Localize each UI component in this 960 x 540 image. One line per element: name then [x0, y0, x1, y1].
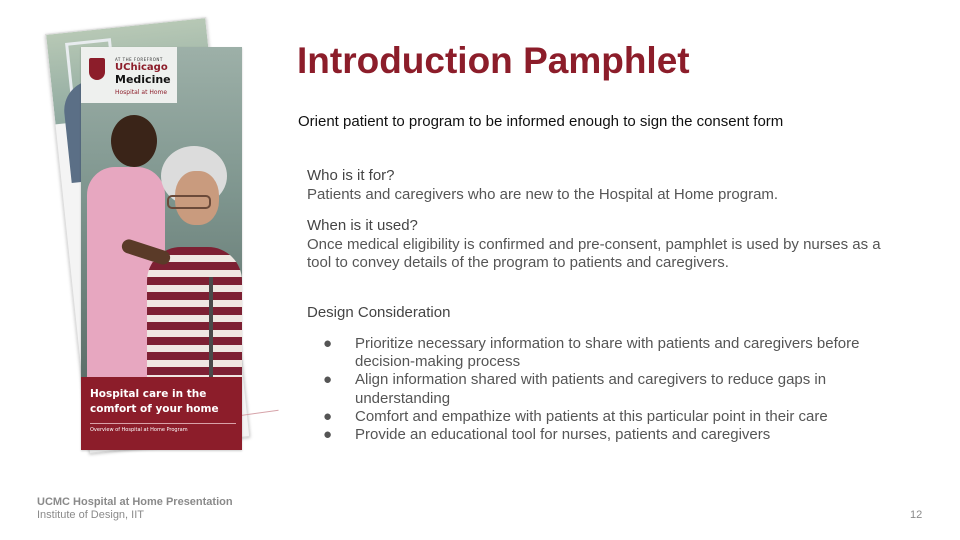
design-consideration-list: [307, 335, 867, 444]
section-who: [307, 167, 882, 204]
slide-title: Introduction Pamphlet: [297, 40, 690, 81]
bullet-icon: ●: [323, 371, 333, 389]
cover-divider: [90, 423, 236, 424]
bullet-icon: ●: [323, 426, 333, 444]
section-when: [307, 217, 882, 273]
section-design: [307, 304, 882, 323]
pamphlet-front-cover: [81, 47, 242, 450]
bullet-icon: ●: [323, 407, 333, 425]
list-item: [307, 426, 867, 444]
cane-icon: [209, 277, 213, 377]
nurse-head: [111, 115, 157, 167]
glasses-icon: [167, 195, 211, 209]
list-item-text: Prioritize necessary information to share with patients and caregivers before decision-making process: [355, 335, 860, 371]
logo-program: Hospital at Home: [115, 89, 168, 96]
page-number: 12: [910, 509, 923, 521]
footer-subtitle: Institute of Design, IIT: [37, 509, 144, 521]
logo-brand-top: UChicago: [115, 62, 168, 73]
slide-subtitle: Orient patient to program to be informed enough to sign the consent form: [298, 113, 784, 130]
section-heading: Design Consideration: [307, 304, 451, 321]
section-heading: Who is it for?: [307, 167, 395, 184]
section-body: Patients and caregivers who are new to the Hospital at Home program.: [307, 185, 779, 203]
cover-subtitle: Overview of Hospital at Home Program: [90, 427, 188, 433]
list-item-text: Comfort and empathize with patients at this particular point in their care: [355, 407, 828, 425]
section-heading: When is it used?: [307, 217, 418, 234]
bullet-icon: ●: [323, 335, 333, 352]
footer-title: UCMC Hospital at Home Presentation: [37, 496, 233, 508]
uchicago-logo: [81, 47, 177, 103]
list-item: [307, 335, 867, 371]
list-item: [307, 408, 867, 426]
list-item: [307, 371, 867, 407]
list-item-text: Provide an educational tool for nurses, patients and caregivers: [355, 426, 771, 444]
logo-brand-bottom: Medicine: [115, 73, 171, 86]
cover-photo: [81, 47, 242, 377]
cover-title: Hospital care in the comfort of your home: [90, 388, 219, 415]
shield-icon: [89, 58, 105, 80]
section-body: Once medical eligibility is confirmed and pre-consent, pamphlet is used by nurses as a tool to convey details of the program to patients and caregivers.: [307, 235, 881, 271]
logo-tagline: AT THE FOREFRONT: [115, 57, 163, 62]
list-item-text: Align information shared with patients and caregivers to reduce gaps in understanding: [355, 371, 827, 407]
patient-figure: [147, 247, 242, 377]
